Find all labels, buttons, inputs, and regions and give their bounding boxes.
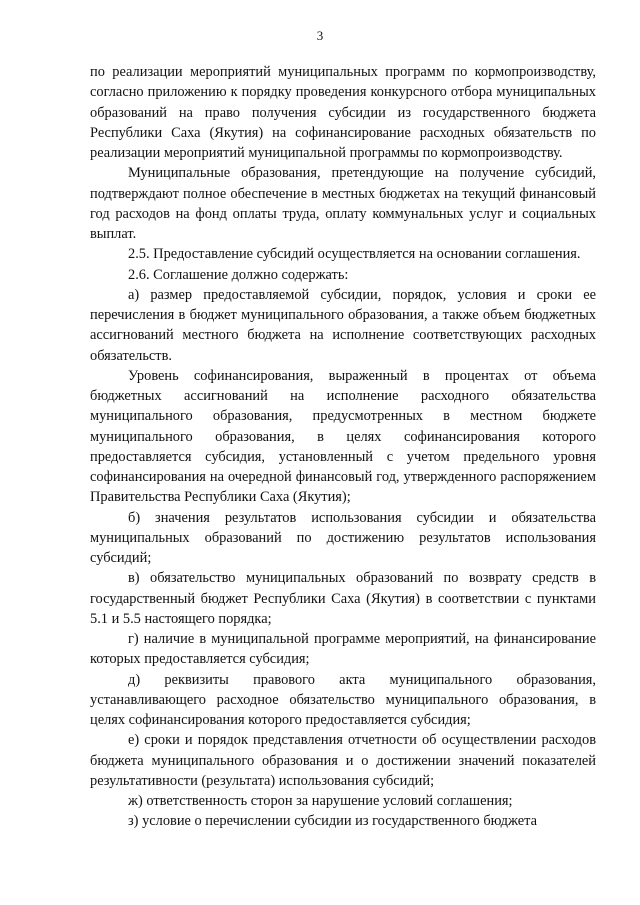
list-item-g: г) наличие в муниципальной программе мероприятий, на финансирование которых предоставляется субсидия; — [90, 631, 596, 668]
list-item-z: з) условие о перечислении субсидии из государственного бюджета — [128, 813, 537, 830]
list-item-b: б) значения результатов использования субсидии и обязательства муниципальных образований по достижению результатов использования субсидий; — [90, 509, 596, 566]
paragraph-2-5: 2.5. Предоставление субсидий осуществляется на основании соглашения. — [128, 246, 581, 263]
list-item-v: в) обязательство муниципальных образований по возврату средств в государственный бюджет Республики Саха (Якутия) в соответствии с пунктами 5.1 и 5.5 настоящего порядка; — [90, 570, 596, 627]
page-number: 3 — [316, 28, 324, 43]
paragraph-budget-confirmation: Муниципальные образования, претендующие на получение субсидий, подтверждают полное обеспечение в местных бюджетах на текущий финансовый год расходов на фонд оплаты труда, оплату коммунальных услуг и социальных выплат. — [90, 165, 596, 242]
list-item-zh: ж) ответственность сторон за нарушение условий соглашения; — [128, 793, 513, 809]
paragraph-cofinancing-level: Уровень софинансирования, выраженный в процентах от объема бюджетных ассигнований на исполнение расходного обязательства муниципального образования, предусмотренных в местном бюджете муниципального образования, в целях софинансирования которого предоставляется субсидия, установленный с учетом предельного уровня софинансирования на очередной финансовый год, утвержденного распоряжением Правительства Республики Саха (Якутия); — [90, 367, 596, 506]
document-body — [90, 62, 596, 832]
paragraph-2-6: 2.6. Соглашение должно содержать: — [128, 266, 349, 283]
paragraph-continuation: по реализации мероприятий муниципальных программ по кормопроизводству, согласно приложению к порядку проведения конкурсного отбора муниципальных образований на право получения субсидии из государственного бюджета Республики Саха (Якутия) на софинансирование расходных обязательств по реализации мероприятий муниципальной программы по кормопроизводству. — [90, 64, 596, 161]
list-item-d: д) реквизиты правового акта муниципального образования, устанавливающего расходное обязательство муниципального образования, в целях софинансирования которого предоставляется субсидия; — [90, 671, 596, 728]
list-item-a: а) размер предоставляемой субсидии, порядок, условия и сроки ее перечисления в бюджет муниципального образования, а также объем бюджетных ассигнований местного бюджета на исполнение соответствующих расходных обязательств. — [90, 286, 596, 364]
list-item-e: е) сроки и порядок представления отчетности об осуществлении расходов бюджета муниципального образования и о достижении значений показателей результативности (результата) использования субсидий; — [90, 732, 596, 789]
